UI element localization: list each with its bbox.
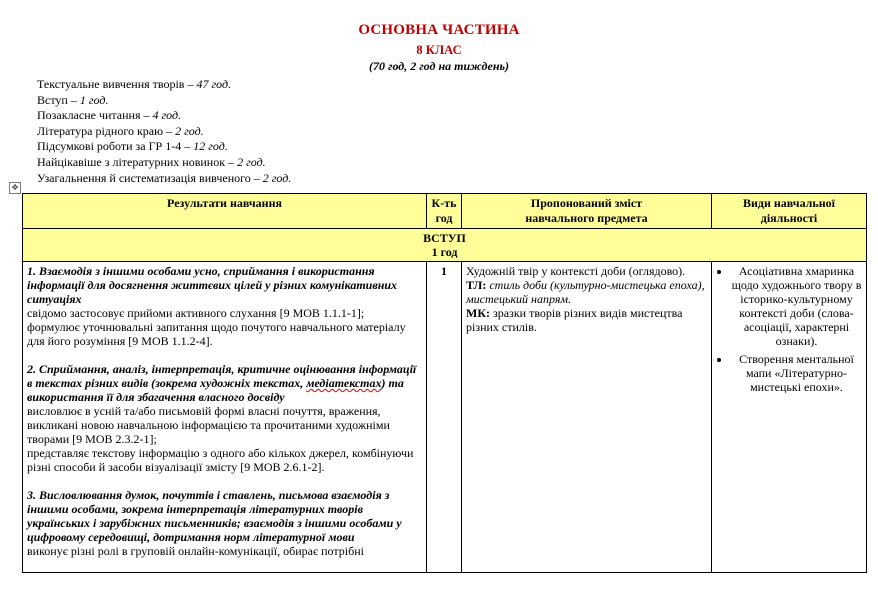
hours-cell: 1 [427, 262, 462, 573]
result-text: формулює уточнювальні запитання щодо почутого навчального матеріалу для його розуміння [9 МОВ 1.1.2-4]. [27, 320, 406, 348]
section-hours: 1 год [431, 245, 458, 259]
summary-item: Позакласне читання – 4 год. [37, 108, 182, 123]
section-title: ВСТУП [423, 231, 466, 245]
activity-item: • Асоціативна хмаринка щодо художнього твору в історико-культурному контексті доби (слова-асоціації, характерні ознаки). [731, 264, 862, 348]
result-group-title: 2. Сприймання, аналіз, інтерпретація, критичне оцінювання інформації в текстах різних видів (зокрема художніх текстах, медіатекстах) та використання її для збагачення власного досвіду [27, 362, 417, 404]
table-row [23, 262, 867, 573]
grade-title: 8 КЛАС [416, 43, 462, 57]
activities-cell [712, 262, 867, 573]
header-results: Результати навчання [23, 194, 427, 229]
header-activities: Види навчальної діяльності [712, 194, 867, 229]
curriculum-table [22, 193, 867, 573]
page-title: ОСНОВНА ЧАСТИНА [358, 22, 520, 38]
result-text: виконує різні ролі в груповій онлайн-комунікації, обирає потрібні [27, 544, 364, 558]
learning-results-cell [23, 262, 427, 573]
activity-item: • Створення ментальної мапи «Літературно-мистецькі епохи». [731, 352, 862, 394]
table-move-handle-icon[interactable]: ✥ [9, 182, 21, 194]
section-intro [23, 229, 867, 262]
summary-item: Вступ – 1 год. [37, 92, 109, 107]
result-group-title: 1. Взаємодія з іншими особами усно, сприймання і використання інформації для досягнення життєвих цілей у різних комунікативних ситуаціях [27, 264, 398, 306]
content-text: Художній твір у контексті доби (оглядово). [466, 264, 686, 278]
result-text: свідомо застосовує прийоми активного слухання [9 МОВ 1.1.1-1]; [27, 306, 365, 320]
summary-item: Підсумкові роботи за ГР 1-4 – 12 год. [37, 139, 228, 154]
hours-summary [37, 77, 291, 186]
content-cell [462, 262, 712, 573]
section-row [23, 229, 867, 262]
table-header-row [23, 194, 867, 229]
content-tl: ТЛ: стиль доби (культурно-мистецька епоха), мистецький напрям. [466, 278, 705, 306]
header-hours: К-ть год [427, 194, 462, 229]
summary-item: Узагальнення й систематизація вивченого – 2 год. [37, 170, 292, 185]
summary-item: Література рідного краю – 2 год. [37, 123, 204, 138]
header-content: Пропонований зміст навчального предмета [462, 194, 712, 229]
hours-per-week: (70 год, 2 год на тиждень) [369, 59, 509, 73]
summary-item: Текстуальне вивчення творів – 47 год. [37, 77, 232, 91]
result-group-title: 3. Висловлювання думок, почуттів і ставлень, письмова взаємодія з іншими особами, зокрема інтерпретація літературних творів українських і зарубіжних письменників; взаємодія з іншими особами у цифровому середовищі, дотримання норм літературної мови [27, 488, 402, 544]
result-text: висловлює в усній та/або письмовій формі власні почуття, враження, викликані новою навчальною інформацією та прочитаними художніми творами [9 МОВ 2.3.2-1]; [27, 404, 390, 446]
result-text: представляє текстову інформацію з одного або кількох джерел, комбінуючи різні способи й засоби візуалізації змісту [9 МОВ 2.6.1-2]. [27, 446, 414, 474]
content-mk: МК: зразки творів різних видів мистецтва різних стилів. [466, 306, 683, 334]
summary-item: Найцікавіше з літературних новинок – 2 год. [37, 154, 266, 169]
